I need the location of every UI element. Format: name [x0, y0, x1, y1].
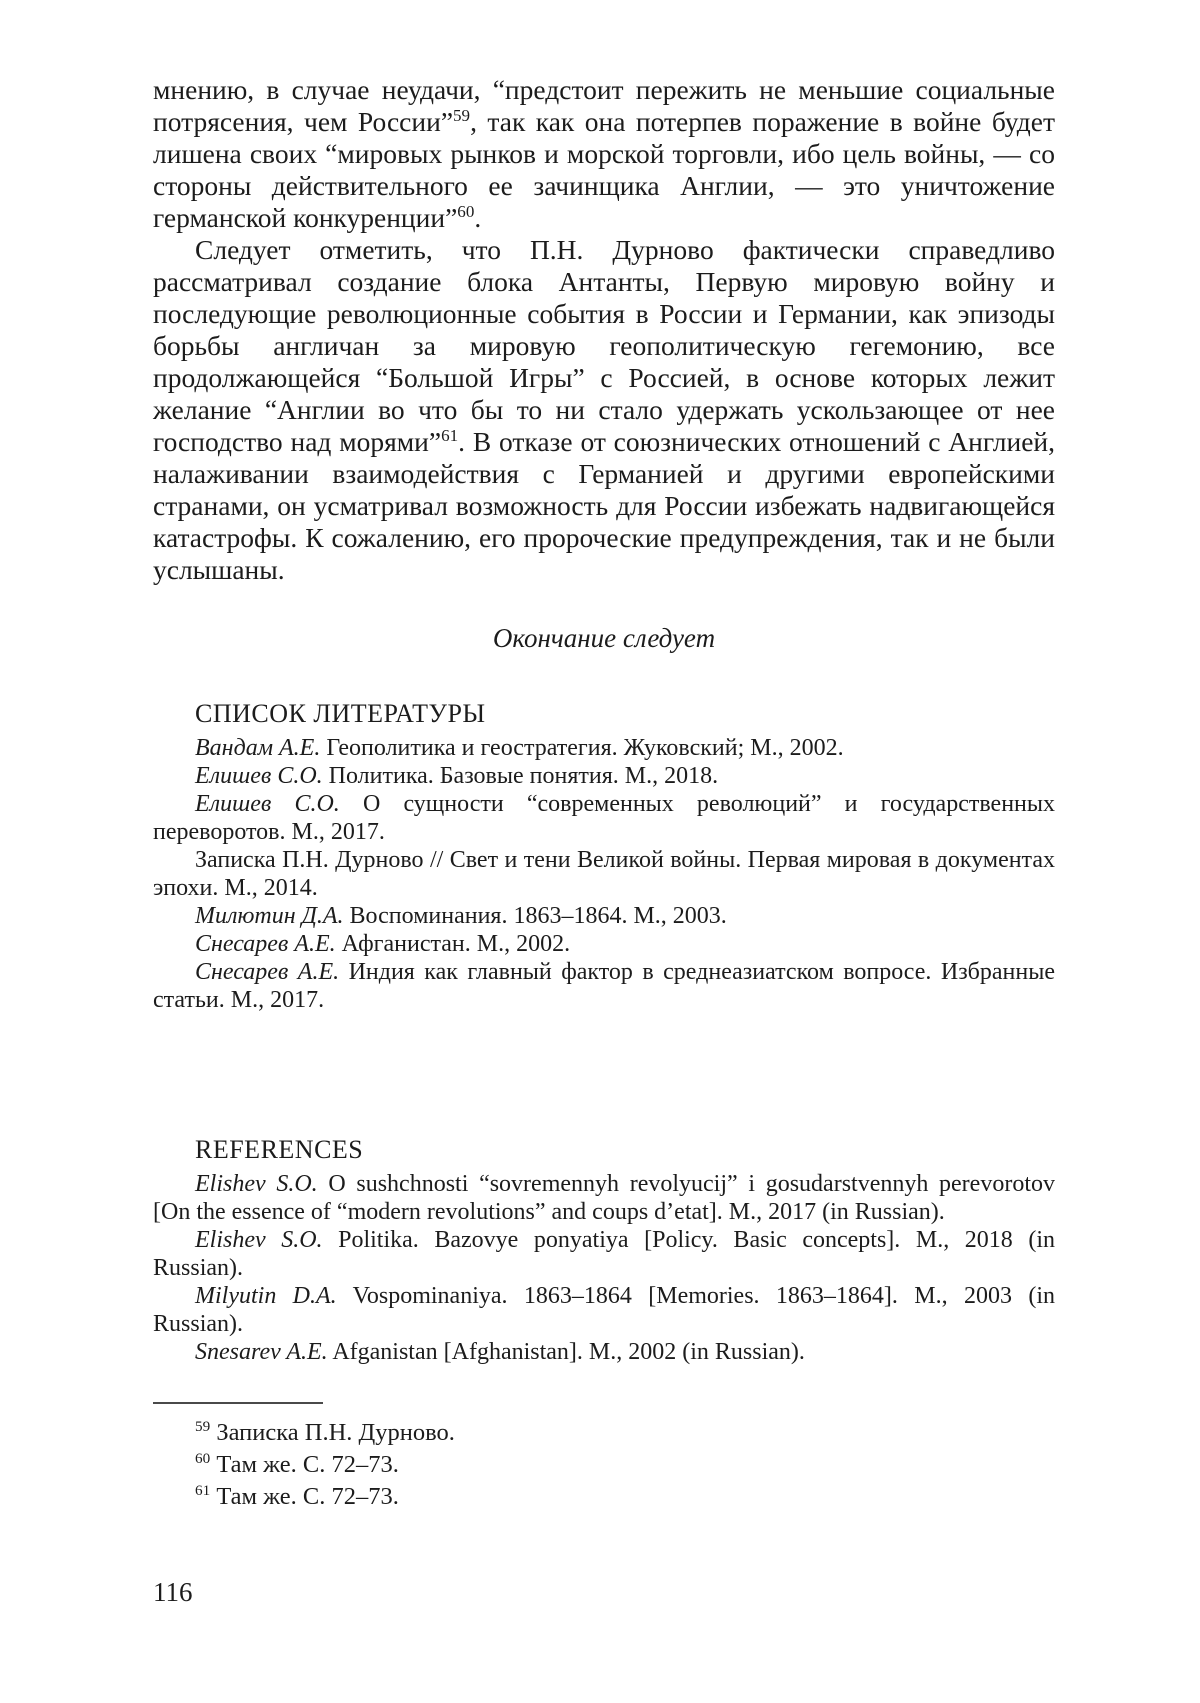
paragraph-continuation [153, 74, 1055, 234]
author-name: Елишев С.О. [195, 791, 340, 817]
reference-item [153, 1170, 1055, 1226]
bibliography-item [153, 902, 1055, 930]
author-name: Снесарев А.Е. [195, 931, 336, 957]
author-name: Snesarev A.E. [195, 1339, 328, 1365]
footnote-60 [153, 1449, 1055, 1481]
bibliography-item [153, 958, 1055, 1014]
reference-text: Геополитика и геостратегия. Жуковский; М., 2002. [320, 735, 844, 761]
reference-text: Vospominaniya. 1863–1864 [Memories. 1863–1864]. M., 2003 (in Russian). [153, 1283, 1056, 1337]
reference-text: О сущности “современных революций” и государственных переворотов. М., 2017. [153, 791, 1056, 845]
footnote-number: 60 [195, 1449, 211, 1467]
reference-text: Воспоминания. 1863–1864. М., 2003. [343, 903, 727, 929]
reference-text: Афганистан. М., 2002. [335, 931, 571, 957]
body-text: . [474, 202, 482, 233]
footnote-marker-60: 60 [457, 201, 475, 221]
footnote-number: 61 [195, 1481, 211, 1499]
to-be-continued-line: Окончание следует [492, 623, 716, 653]
reference-text: Politika. Bazovye ponyatiya [Policy. Basic concepts]. M., 2018 (in Russian). [153, 1227, 1055, 1281]
author-name: Вандам А.Е. [195, 735, 321, 761]
bibliography-item [153, 762, 1055, 790]
bibliography-item [153, 930, 1055, 958]
footnote-59 [153, 1417, 1055, 1449]
paragraph-main [153, 234, 1055, 586]
footnote-text: Там же. С. 72–73. [216, 1451, 399, 1478]
bibliography-item [153, 846, 1055, 902]
body-text: , так как она потерпев поражение в войне будет лишена своих “мировых рынков и морской торговли, ибо цель войны, — со стороны действительного ее зачинщика Англии, — это уничтожение германской конкуренции” [153, 106, 1055, 233]
body-text: . В отказе от союзнических отношений с Англией, налаживании взаимодействия с Германией и другими европейскими странами, он усматривал возможность для России избежать надвигающейся катастрофы. К сожалению, его пророческие предупреждения, так и не были услышаны. [153, 426, 1055, 585]
footnote-marker-59: 59 [453, 105, 471, 125]
author-name: Милютин Д.А. [195, 903, 344, 929]
reference-text: Afganistan [Afghanistan]. M., 2002 (in Russian). [327, 1339, 805, 1365]
footnote-text: Записка П.Н. Дурново. [216, 1419, 455, 1446]
reference-text: Политика. Базовые понятия. М., 2018. [322, 763, 719, 789]
references-heading: REFERENCES [195, 1135, 364, 1164]
bibliography-item [153, 790, 1055, 846]
reference-item [153, 1282, 1055, 1338]
footnote-marker-61: 61 [441, 425, 459, 445]
reference-item [153, 1338, 1055, 1366]
bibliography-heading: СПИСОК ЛИТЕРАТУРЫ [195, 699, 486, 728]
footnotes-block [153, 1417, 1055, 1513]
footnote-text: Там же. С. 72–73. [216, 1483, 399, 1510]
body-text: Следует отметить, что П.Н. Дурново фактически справедливо рассматривал создание блока Антанты, Первую мировую войну и последующие революционные события в России и Германии, как эпизоды борьбы англичан за мировую геополитическую гегемонию, все продолжающейся “Большой Игры” с Россией, в основе которых лежит желание “Англии во что бы то ни стало удержать ускользающее от нее господство над морями” [153, 234, 1055, 457]
author-name: Elishev S.O. [195, 1171, 318, 1197]
author-name: Елишев С.О. [195, 763, 323, 789]
author-name: Elishev S.O. [195, 1227, 323, 1253]
reference-text: Записка П.Н. Дурново // Свет и тени Великой войны. Первая мировая в документах эпохи. М., 2014. [153, 847, 1055, 901]
bibliography-list [153, 734, 1055, 1014]
bibliography-item [153, 734, 1055, 762]
references-list [153, 1170, 1055, 1366]
footnote-separator [153, 1402, 323, 1404]
page-number: 116 [153, 1577, 193, 1607]
reference-text: O sushchnosti “sovremennyh revolyucij” i gosudarstvennyh perevorotov [On the essence of “modern revolutions” and coups d’etat]. M., 2017 (in Russian). [153, 1171, 1055, 1225]
footnote-number: 59 [195, 1417, 211, 1435]
text-block [153, 74, 1055, 1513]
reference-item [153, 1226, 1055, 1282]
author-name: Milyutin D.A. [195, 1283, 337, 1309]
footnote-61 [153, 1481, 1055, 1513]
body-text: мнению, в случае неудачи, “предстоит пережить не меньшие социальные потрясения, чем России” [153, 74, 1055, 137]
reference-text: Индия как главный фактор в среднеазиатском вопросе. Избранные статьи. М., 2017. [153, 959, 1055, 1013]
author-name: Снесарев А.Е. [195, 959, 340, 985]
